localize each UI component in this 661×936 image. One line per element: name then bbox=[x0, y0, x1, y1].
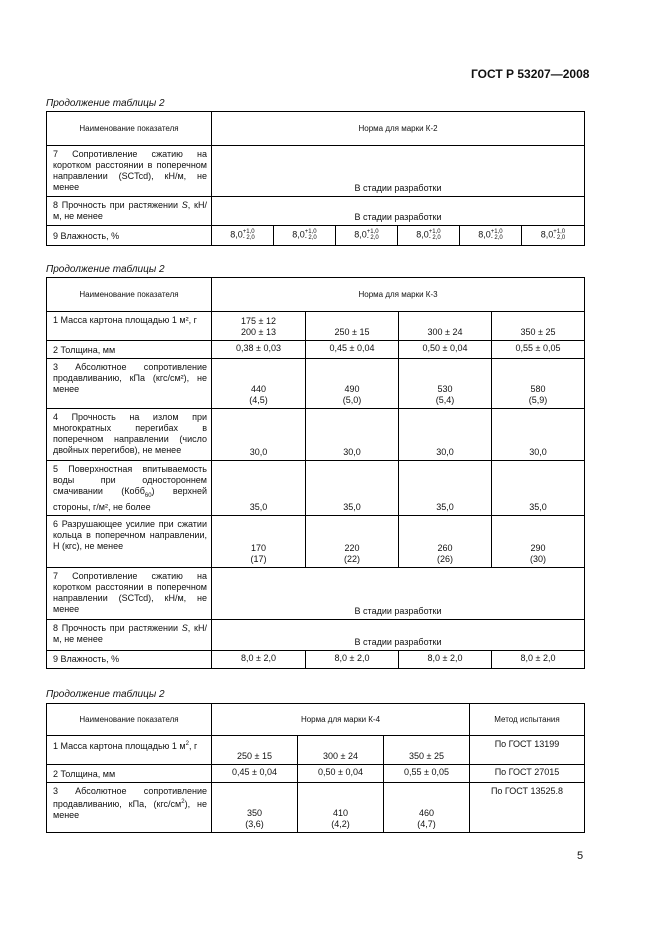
row-value: В стадии разработки bbox=[212, 567, 585, 619]
cell-value: 440 (4,5) bbox=[212, 359, 306, 409]
cell-value: 30,0 bbox=[212, 409, 306, 461]
cell-value: 35,0 bbox=[306, 461, 399, 516]
cell-value: 290 (30) bbox=[492, 515, 585, 567]
table-row bbox=[47, 765, 585, 783]
tolerance-cell: 8,0+1,0 - 2,0 bbox=[398, 226, 460, 246]
row-value: В стадии разработки bbox=[212, 197, 585, 226]
col-header-norm: Норма для марки К-4 bbox=[212, 704, 470, 736]
cell-value: 220 (22) bbox=[306, 515, 399, 567]
cell-value: 0,55 ± 0,05 bbox=[384, 765, 470, 783]
table-row bbox=[47, 461, 585, 516]
cell-value: 350 (3,6) bbox=[212, 783, 298, 833]
table-row bbox=[47, 226, 585, 246]
table-row bbox=[47, 650, 585, 668]
cell-value: 530 (5,4) bbox=[399, 359, 492, 409]
cell-value: 8,0 ± 2,0 bbox=[492, 650, 585, 668]
cell-value: 460 (4,7) bbox=[384, 783, 470, 833]
cell-value: 30,0 bbox=[492, 409, 585, 461]
row-label: 8 Прочность при растяжении S, кН/м, не менее bbox=[47, 197, 212, 226]
row-label: 1 Масса картона площадью 1 $м^2$, г bbox=[47, 736, 212, 765]
cell-value: 300 ± 24 bbox=[399, 312, 492, 341]
table-k2 bbox=[46, 111, 585, 246]
table-k4 bbox=[46, 703, 585, 833]
cell-value: 30,0 bbox=[399, 409, 492, 461]
cell-value: 350 ± 25 bbox=[492, 312, 585, 341]
method-cell: По ГОСТ 13199 bbox=[470, 736, 585, 765]
page-number: 5 bbox=[577, 850, 584, 862]
col-header-indicator: Наименование показателя bbox=[47, 112, 212, 146]
tolerance-cell: 8,0+1,0 - 2,0 bbox=[212, 226, 274, 246]
col-header-method: Метод испытания bbox=[470, 704, 585, 736]
cell-value: 0,38 ± 0,03 bbox=[212, 341, 306, 359]
row-label: 6 Разрушающее усилие при сжатии кольца в поперечном направлении, Н (кгс), не менее bbox=[47, 515, 212, 567]
table-row bbox=[47, 312, 585, 341]
cell-value: 250 ± 15 bbox=[212, 736, 298, 765]
table2-caption: Продолжение таблицы 2 bbox=[46, 264, 165, 275]
cell-value: 8,0 ± 2,0 bbox=[306, 650, 399, 668]
row-label: 8 Прочность при растяжении S, кН/м, не менее bbox=[47, 619, 212, 650]
tolerance-cell: 8,0+1,0 - 2,0 bbox=[460, 226, 522, 246]
cell-value: 35,0 bbox=[492, 461, 585, 516]
table1-caption: Продолжение таблицы 2 bbox=[46, 98, 165, 109]
document-header: ГОСТ Р 53207—2008 bbox=[471, 67, 590, 81]
method-cell: По ГОСТ 13525.8 bbox=[470, 783, 585, 833]
cell-value: 580 (5,9) bbox=[492, 359, 585, 409]
row-label: 5 Поверхностная впитываемость воды при одностороннем смачивании (Кобб$_{60}$) верхней стороны, г/м², не более bbox=[47, 461, 212, 516]
row-label: 1 Масса картона площадью 1 м², г bbox=[47, 312, 212, 341]
row-label: 7 Сопротивление сжатию на коротком расстоянии в поперечном направлении (SCTcd), кН/м, не менее bbox=[47, 146, 212, 197]
row-label: 7 Сопротивление сжатию на коротком расстоянии в поперечном направлении (SCTcd), кН/м, не менее bbox=[47, 567, 212, 619]
cell-value: 490 (5,0) bbox=[306, 359, 399, 409]
row-label: 4 Прочность на излом при многократных перегибах в поперечном направлении (число двойных перегибов), не менее bbox=[47, 409, 212, 461]
row-label: 9 Влажность, % bbox=[47, 650, 212, 668]
cell-value: 0,50 ± 0,04 bbox=[298, 765, 384, 783]
table-row bbox=[47, 515, 585, 567]
cell-value: 0,45 ± 0,04 bbox=[306, 341, 399, 359]
table-row bbox=[47, 567, 585, 619]
row-label: 3 Абсолютное сопротивление продавливанию, кПа (кгс/см²), не менее bbox=[47, 359, 212, 409]
col-header-indicator: Наименование показателя bbox=[47, 704, 212, 736]
cell-value: 35,0 bbox=[399, 461, 492, 516]
col-header-norm: Норма для марки К-2 bbox=[212, 112, 585, 146]
cell-value: 8,0 ± 2,0 bbox=[399, 650, 492, 668]
table-row bbox=[47, 359, 585, 409]
cell-value: 250 ± 15 bbox=[306, 312, 399, 341]
row-label: 2 Толщина, мм bbox=[47, 341, 212, 359]
cell-value: 0,45 ± 0,04 bbox=[212, 765, 298, 783]
table-row bbox=[47, 409, 585, 461]
table-row bbox=[47, 783, 585, 833]
cell-value: 8,0 ± 2,0 bbox=[212, 650, 306, 668]
cell-value: 35,0 bbox=[212, 461, 306, 516]
cell-value: 0,55 ± 0,05 bbox=[492, 341, 585, 359]
cell-value: 0,50 ± 0,04 bbox=[399, 341, 492, 359]
row-label: 3 Абсолютное сопротивление продавливанию, кПа, $(кгс/см^2)$, не менее bbox=[47, 783, 212, 833]
col-header-indicator: Наименование показателя bbox=[47, 278, 212, 312]
method-cell: По ГОСТ 27015 bbox=[470, 765, 585, 783]
tolerance-cell: 8,0+1,0 - 2,0 bbox=[336, 226, 398, 246]
cell-value: 170 (17) bbox=[212, 515, 306, 567]
table-row bbox=[47, 341, 585, 359]
cell-value: 300 ± 24 bbox=[298, 736, 384, 765]
table-row bbox=[47, 736, 585, 765]
tolerance-cell: 8,0+1,0 - 2,0 bbox=[274, 226, 336, 246]
cell-value: 175 ± 12 200 ± 13 bbox=[212, 312, 306, 341]
tolerance-cell: 8,0+1,0 - 2,0 bbox=[522, 226, 585, 246]
row-label: 9 Влажность, % bbox=[47, 226, 212, 246]
table-row bbox=[47, 619, 585, 650]
cell-value: 30,0 bbox=[306, 409, 399, 461]
table3-caption: Продолжение таблицы 2 bbox=[46, 689, 165, 700]
cell-value: 350 ± 25 bbox=[384, 736, 470, 765]
row-value: В стадии разработки bbox=[212, 619, 585, 650]
row-label: 2 Толщина, мм bbox=[47, 765, 212, 783]
table-k3 bbox=[46, 277, 585, 669]
row-value: В стадии разработки bbox=[212, 146, 585, 197]
cell-value: 410 (4,2) bbox=[298, 783, 384, 833]
cell-value: 260 (26) bbox=[399, 515, 492, 567]
col-header-norm: Норма для марки К-3 bbox=[212, 278, 585, 312]
